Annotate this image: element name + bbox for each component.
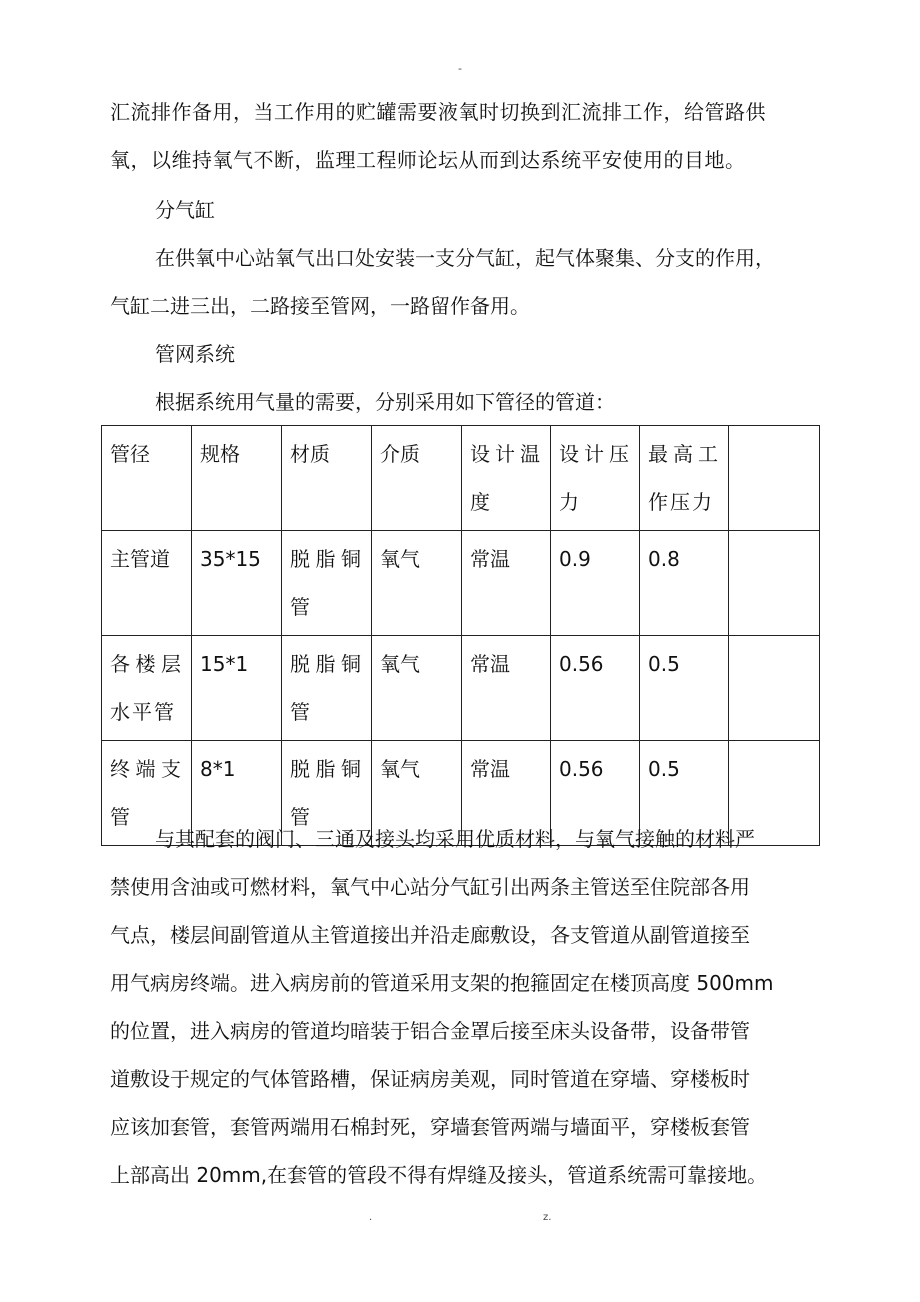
- table-cell: [729, 531, 820, 636]
- table-cell: 0.5: [640, 741, 729, 846]
- table-cell: 35*15: [192, 531, 282, 636]
- paragraph-3-line: 与其配套的阀门、三通及接头均采用优质材料，与氧气接触的材料严: [155, 827, 755, 851]
- table-header-row: [102, 426, 820, 531]
- table-row: [102, 636, 820, 741]
- table-cell: 终端支管: [102, 741, 192, 846]
- table-cell: 氧气: [372, 531, 462, 636]
- table-cell: 0.5: [640, 636, 729, 741]
- table-cell: 各楼层水平管: [102, 636, 192, 741]
- table-cell: 0.9: [551, 531, 640, 636]
- paragraph-3-line: 应该加套管，套管两端用石棉封死，穿墙套管两端与墙面平，穿楼板套管: [110, 1115, 750, 1139]
- table-cell: 氧气: [372, 636, 462, 741]
- table-header-cell: 管径: [102, 426, 192, 531]
- paragraph-3-line: 道敷设于规定的气体管路槽，保证病房美观，同时管道在穿墙、穿楼板时: [110, 1067, 750, 1091]
- paragraph-1-line-2: 氧，以维持氧气不断，监理工程师论坛从而到达系统平安使用的目地。: [110, 148, 746, 172]
- table-header-cell: 规格: [192, 426, 282, 531]
- table-header-cell: 介质: [372, 426, 462, 531]
- table-cell: 主管道: [102, 531, 192, 636]
- table-cell: 常温: [462, 531, 551, 636]
- paragraph-3: [110, 815, 812, 1199]
- table-cell: 氧气: [372, 741, 462, 846]
- table-cell: 脱脂铜管: [282, 741, 372, 846]
- paragraph-2-line-1: 在供氧中心站氧气出口处安装一支分气缸，起气体聚集、分支的作用，: [155, 246, 775, 270]
- table-header-cell: 最高工作压力: [640, 426, 729, 531]
- paragraph-3-line: 上部高出 20mm,在套管的管段不得有焊缝及接头，管道系统需可靠接地。: [110, 1163, 768, 1187]
- table-cell: 8*1: [192, 741, 282, 846]
- table-cell: 0.8: [640, 531, 729, 636]
- table-cell: 脱脂铜管: [282, 636, 372, 741]
- heading-pipe-network: 管网系统: [155, 342, 235, 366]
- paragraph-3-line: 用气病房终端。进入病房前的管道采用支架的抱箍固定在楼顶高度 500mm: [110, 971, 774, 995]
- table-cell: 15*1: [192, 636, 282, 741]
- table-cell: 0.56: [551, 636, 640, 741]
- footer-z: z.: [543, 1212, 552, 1223]
- table-intro: 根据系统用气量的需要，分别采用如下管径的管道：: [155, 390, 615, 414]
- table-header-cell: [729, 426, 820, 531]
- heading-gas-cylinder: 分气缸: [155, 198, 215, 222]
- paragraph-1: [110, 88, 810, 184]
- table-header-cell: 材质: [282, 426, 372, 531]
- table-cell: 常温: [462, 741, 551, 846]
- footer-dot: .: [369, 1212, 373, 1223]
- pipe-spec-table: [101, 425, 820, 846]
- table-cell: 脱脂铜管: [282, 531, 372, 636]
- table-row: [102, 531, 820, 636]
- paragraph-1-line-1: 汇流排作备用，当工作用的贮罐需要液氧时切换到汇流排工作，给管路供: [110, 100, 766, 124]
- header-mark: -: [458, 62, 462, 75]
- table-cell: 0.56: [551, 741, 640, 846]
- table-header-cell: 设计压力: [551, 426, 640, 531]
- paragraph-3-line: 气点，楼层间副管道从主管道接出并沿走廊敷设，各支管道从副管道接至: [110, 923, 750, 947]
- paragraph-2: [110, 234, 810, 330]
- paragraph-3-line: 禁使用含油或可燃材料，氧气中心站分气缸引出两条主管送至住院部各用: [110, 875, 750, 899]
- paragraph-2-line-2: 气缸二进三出，二路接至管网，一路留作备用。: [110, 294, 530, 318]
- table-header-cell: 设计温度: [462, 426, 551, 531]
- table-cell: 常温: [462, 636, 551, 741]
- paragraph-3-line: 的位置，进入病房的管道均暗装于铝合金罩后接至床头设备带，设备带管: [110, 1019, 750, 1043]
- table-cell: [729, 636, 820, 741]
